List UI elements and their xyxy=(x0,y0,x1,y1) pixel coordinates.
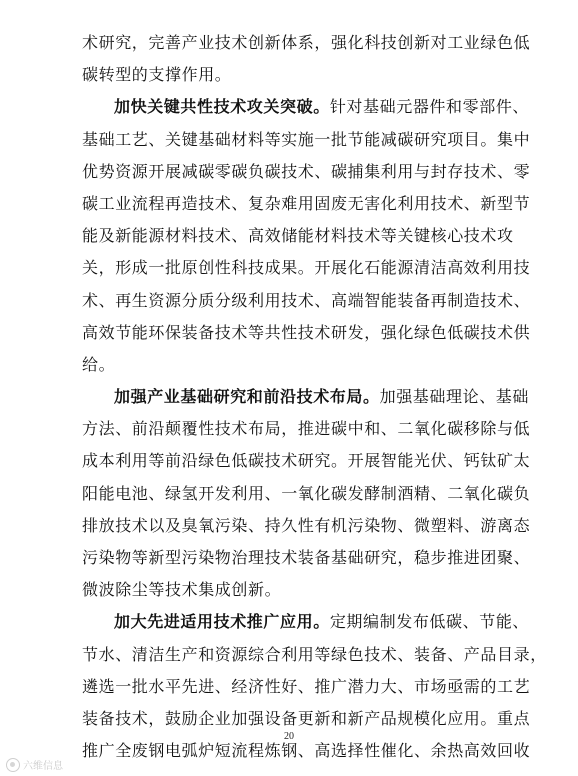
text-line: 成本利用等前沿绿色低碳技术研究。开展智能光伏、钙钛矿太 xyxy=(82,451,531,471)
text-line: 术研究，完善产业技术创新体系，强化科技创新对工业绿色低 xyxy=(82,33,531,52)
text-line: 术、再生资源分质分级利用技术、高端智能装备再制造技术、 xyxy=(82,290,531,310)
text-line: 装备技术，鼓励企业加强设备更新和新产品规模化应用。重点 xyxy=(82,708,531,728)
text-line: 节水、清洁生产和资源综合利用等绿色技术、装备、产品目录， xyxy=(82,644,547,664)
text-line: 碳工业流程再造技术、复杂难用固废无害化利用技术、新型节 xyxy=(82,193,531,213)
text-line: 微波除尘等技术集成创新。 xyxy=(82,580,282,600)
bold-lead: 加强产业基础研究和前沿技术布局。 xyxy=(114,387,380,407)
text-line: 污染物等新型污染物治理技术装备基础研究，稳步推进团聚、 xyxy=(82,548,531,567)
page-number: 20 xyxy=(284,731,294,742)
text-line: 遴选一批水平先进、经济性好、推广潜力大、市场亟需的工艺 xyxy=(82,676,531,696)
text-line: 阳能电池、绿氢开发利用、一氧化碳发酵制酒精、二氧化碳负 xyxy=(82,483,531,503)
bold-lead: 加大先进适用技术推广应用。 xyxy=(114,612,330,632)
text-line: 排放技术以及臭氧污染、持久性有机污染物、微塑料、游离态 xyxy=(82,515,531,535)
text-line: 碳转型的支撑作用。 xyxy=(82,65,232,85)
text-line: 高效节能环保装备技术等共性技术研发，强化绿色低碳技术供 xyxy=(82,322,531,342)
text-line: 方法、前沿颠覆性技术布局，推进碳中和、二氧化碳移除与低 xyxy=(82,419,531,439)
text-line: 推广全废钢电弧炉短流程炼钢、高选择性催化、余热高效回收 xyxy=(82,741,531,761)
paragraph-heading-line: 加快关键共性技术攻关突破。针对基础元器件和零部件、 xyxy=(114,97,530,117)
text-line: 关，形成一批原创性科技成果。开展化石能源清洁高效利用技 xyxy=(82,258,531,278)
text-line: 优势资源开展减碳零碳负碳技术、碳捕集利用与封存技术、零 xyxy=(82,161,531,181)
watermark xyxy=(6,757,63,772)
paragraph-heading-line: 加强产业基础研究和前沿技术布局。加强基础理论、基础 xyxy=(114,387,530,407)
watermark-text: 六维信息 xyxy=(23,761,63,772)
text-line: 基础工艺、关键基础材料等实施一批节能减碳研究项目。集中 xyxy=(82,129,531,149)
document-body xyxy=(82,27,547,767)
text-line: 能及新能源材料技术、高效储能材料技术等关键核心技术攻 xyxy=(82,226,514,246)
watermark-logo-icon xyxy=(6,758,20,772)
paragraph-heading-line: 加大先进适用技术推广应用。定期编制发布低碳、节能、 xyxy=(114,612,530,632)
text-line: 给。 xyxy=(82,354,116,374)
bold-lead: 加快关键共性技术攻关突破。 xyxy=(114,97,330,117)
